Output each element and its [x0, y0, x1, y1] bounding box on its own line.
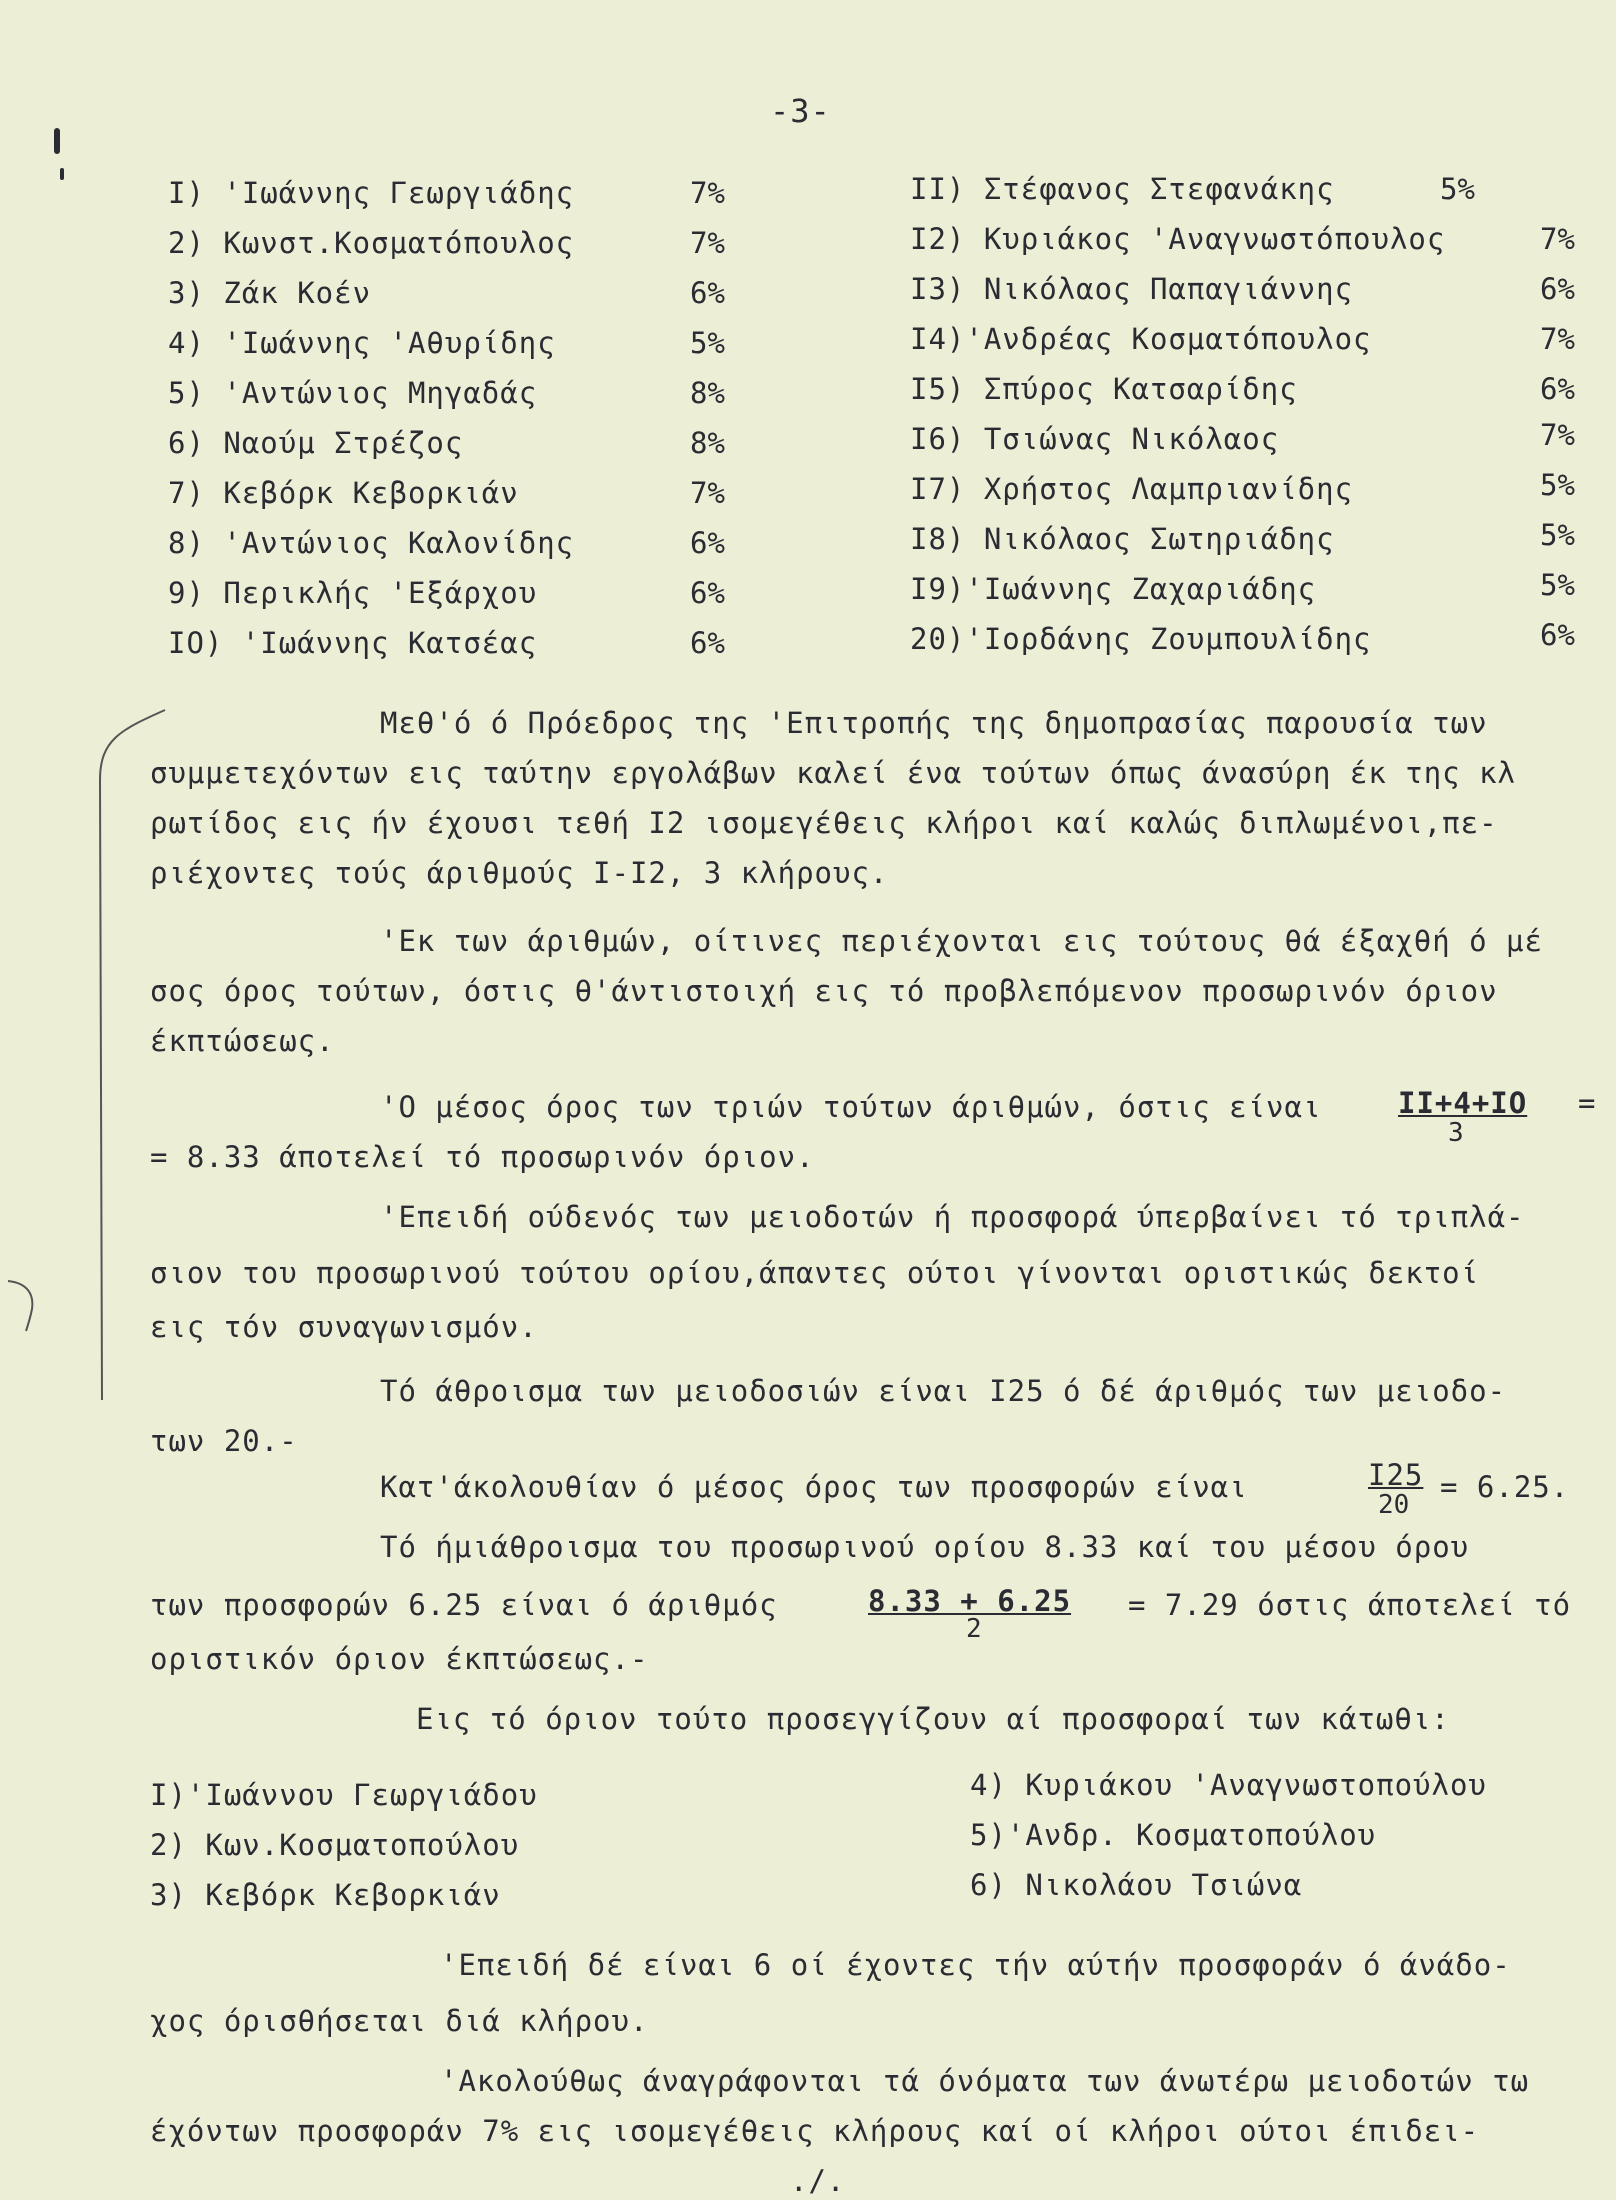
list-item: 8) 'Αντώνιος Καλονίδης — [168, 526, 575, 560]
equals-sign: = — [1578, 1086, 1597, 1120]
list-item: 2) Κωνστ.Κοσματόπουλος — [168, 226, 575, 260]
list-item: I6) Τσιώνας Νικόλαος — [910, 422, 1280, 456]
bid-percent: 6% — [1540, 618, 1575, 652]
text-line: Τό ήμιάθροισμα του προσωρινού ορίου 8.33 καί του μέσου όρου — [380, 1530, 1470, 1564]
bid-percent: 6% — [690, 276, 725, 310]
bid-percent: 8% — [690, 426, 725, 460]
text-line: των 20.- — [150, 1424, 298, 1458]
bid-percent: 7% — [1540, 222, 1575, 256]
list-item: 5)'Ανδρ. Κοσματοπούλου — [970, 1818, 1377, 1852]
text-line: 'Ακολούθως άναγράφονται τά όνόματα των άνωτέρω μειοδοτών τω — [440, 2064, 1530, 2098]
fraction-numerator: 8.33 + 6.25 — [868, 1584, 1072, 1618]
bid-percent: 5% — [1440, 172, 1475, 206]
text-line: ρωτίδος εις ήν έχουσι τεθή I2 ισομεγέθεις κλήροι καί καλώς διπλωμένοι,πε- — [150, 806, 1498, 840]
list-item: I)'Ιωάννου Γεωργιάδου — [150, 1778, 538, 1812]
bid-percent: 6% — [1540, 372, 1575, 406]
margin-mark-small — [60, 168, 64, 180]
text-line: συμμετεχόντων εις ταύτην εργολάβων καλεί ένα τούτων όπως άνασύρη έκ της κλ — [150, 756, 1517, 790]
list-item: 6) Νικολάου Τσιώνα — [970, 1868, 1303, 1902]
list-item: 7) Κεβόρκ Κεβορκιάν — [168, 476, 519, 510]
bid-percent: 5% — [690, 326, 725, 360]
list-item: I5) Σπύρος Κατσαρίδης — [910, 372, 1298, 406]
text-line: 'Επειδή δέ είναι 6 οί έχοντες τήν αύτήν προσφοράν ό άνάδο- — [440, 1948, 1511, 1982]
list-item: I) 'Ιωάννης Γεωργιάδης — [168, 176, 575, 210]
bid-percent: 7% — [1540, 418, 1575, 452]
text-line: 'Εκ των άριθμών, οίτινες περιέχονται εις τούτους θά έξαχθή ό μέ — [380, 924, 1543, 958]
margin-mark-top — [54, 128, 60, 154]
bid-percent: 5% — [1540, 568, 1575, 602]
bid-percent: 7% — [690, 226, 725, 260]
fraction-denominator: 20 — [1378, 1490, 1410, 1520]
bid-percent: 6% — [690, 526, 725, 560]
fraction-numerator: II+4+IO — [1398, 1086, 1528, 1120]
list-item: I4)'Ανδρέας Κοσματόπουλος — [910, 322, 1372, 356]
text-line: χος όρισθήσεται διά κλήρου. — [150, 2004, 649, 2038]
text-line: ριέχοντες τούς άριθμούς I-I2, 3 κλήρους. — [150, 856, 889, 890]
text-line: = 8.33 άποτελεί τό προσωρινόν όριον. — [150, 1140, 815, 1174]
list-item: 9) Περικλής 'Εξάρχου — [168, 576, 538, 610]
list-item: I9)'Ιωάννης Ζαχαριάδης — [910, 572, 1317, 606]
list-item: I7) Χρήστος Λαμπριανίδης — [910, 472, 1354, 506]
page-continuation-mark: ./. — [790, 2164, 846, 2198]
text-line: των προσφορών 6.25 είναι ό άριθμός — [150, 1588, 778, 1622]
bid-percent: 7% — [1540, 322, 1575, 356]
list-item: 4) Κυριάκου 'Αναγνωστοπούλου — [970, 1768, 1487, 1802]
text-line: Τό άθροισμα των μειοδοσιών είναι I25 ό δέ άριθμός των μειοδο- — [380, 1374, 1507, 1408]
bid-percent: 6% — [690, 626, 725, 660]
text-line: 'Επειδή ούδενός των μειοδοτών ή προσφορά ύπερβαίνει τό τριπλά- — [380, 1200, 1525, 1234]
list-item: I2) Κυριάκος 'Αναγνωστόπουλος — [910, 222, 1446, 256]
text-line: 'Ο μέσος όρος των τριών τούτων άριθμών, όστις είναι — [380, 1090, 1322, 1124]
text-line: σος όρος τούτων, όστις θ'άντιστοιχή εις τό προβλεπόμενον προσωρινόν όριον — [150, 974, 1498, 1008]
list-item: I8) Νικόλαος Σωτηριάδης — [910, 522, 1335, 556]
list-item: 2) Κων.Κοσματοπούλου — [150, 1828, 520, 1862]
bid-percent: 7% — [690, 476, 725, 510]
fraction-numerator: I25 — [1368, 1458, 1424, 1492]
text-line: Μεθ'ό ό Πρόεδρος της 'Επιτροπής της δημοπρασίας παρουσία των — [380, 706, 1488, 740]
paragraph-nearest-offers: Εις τό όριον τούτο προσεγγίζουν αί προσφοραί των κάτωθι: — [416, 1702, 1450, 1736]
page-number: -3- — [770, 92, 831, 130]
margin-pencil-hook — [4, 1275, 44, 1335]
fraction-denominator: 3 — [1448, 1118, 1464, 1148]
list-item: 6) Ναούμ Στρέζος — [168, 426, 464, 460]
text-line: έχόντων προσφοράν 7% εις ισομεγέθεις κλήρους καί οί κλήροι ούτοι έπιδει- — [150, 2114, 1480, 2148]
text-line: = 6.25. — [1440, 1470, 1570, 1504]
list-item: 3) Κεβόρκ Κεβορκιάν — [150, 1878, 501, 1912]
list-item: 5) 'Αντώνιος Μηγαδάς — [168, 376, 538, 410]
bid-percent: 5% — [1540, 468, 1575, 502]
bid-percent: 6% — [690, 576, 725, 610]
bid-percent: 7% — [690, 176, 725, 210]
bid-percent: 8% — [690, 376, 725, 410]
list-item: 3) Ζάκ Κοέν — [168, 276, 372, 310]
list-item: I3) Νικόλαος Παπαγιάννης — [910, 272, 1354, 306]
text-line: = 7.29 όστις άποτελεί τό — [1128, 1588, 1572, 1622]
text-line: Κατ'άκολουθίαν ό μέσος όρος των προσφορών είναι — [380, 1470, 1248, 1504]
fraction-denominator: 2 — [966, 1614, 982, 1644]
list-item: 4) 'Ιωάννης 'Αθυρίδης — [168, 326, 556, 360]
list-item: IO) 'Ιωάννης Κατσέας — [168, 626, 538, 660]
list-item: 20)'Ιορδάνης Ζουμπουλίδης — [910, 622, 1372, 656]
bid-percent: 5% — [1540, 518, 1575, 552]
text-line: εις τόν συναγωνισμόν. — [150, 1310, 538, 1344]
text-line: οριστικόν όριον έκπτώσεως.- — [150, 1642, 649, 1676]
text-line: σιον του προσωρινού τούτου ορίου,άπαντες ούτοι γίνονται οριστικώς δεκτοί — [150, 1256, 1480, 1290]
text-line: έκπτώσεως. — [150, 1024, 335, 1058]
bid-percent: 6% — [1540, 272, 1575, 306]
list-item: II) Στέφανος Στεφανάκης — [910, 172, 1335, 206]
